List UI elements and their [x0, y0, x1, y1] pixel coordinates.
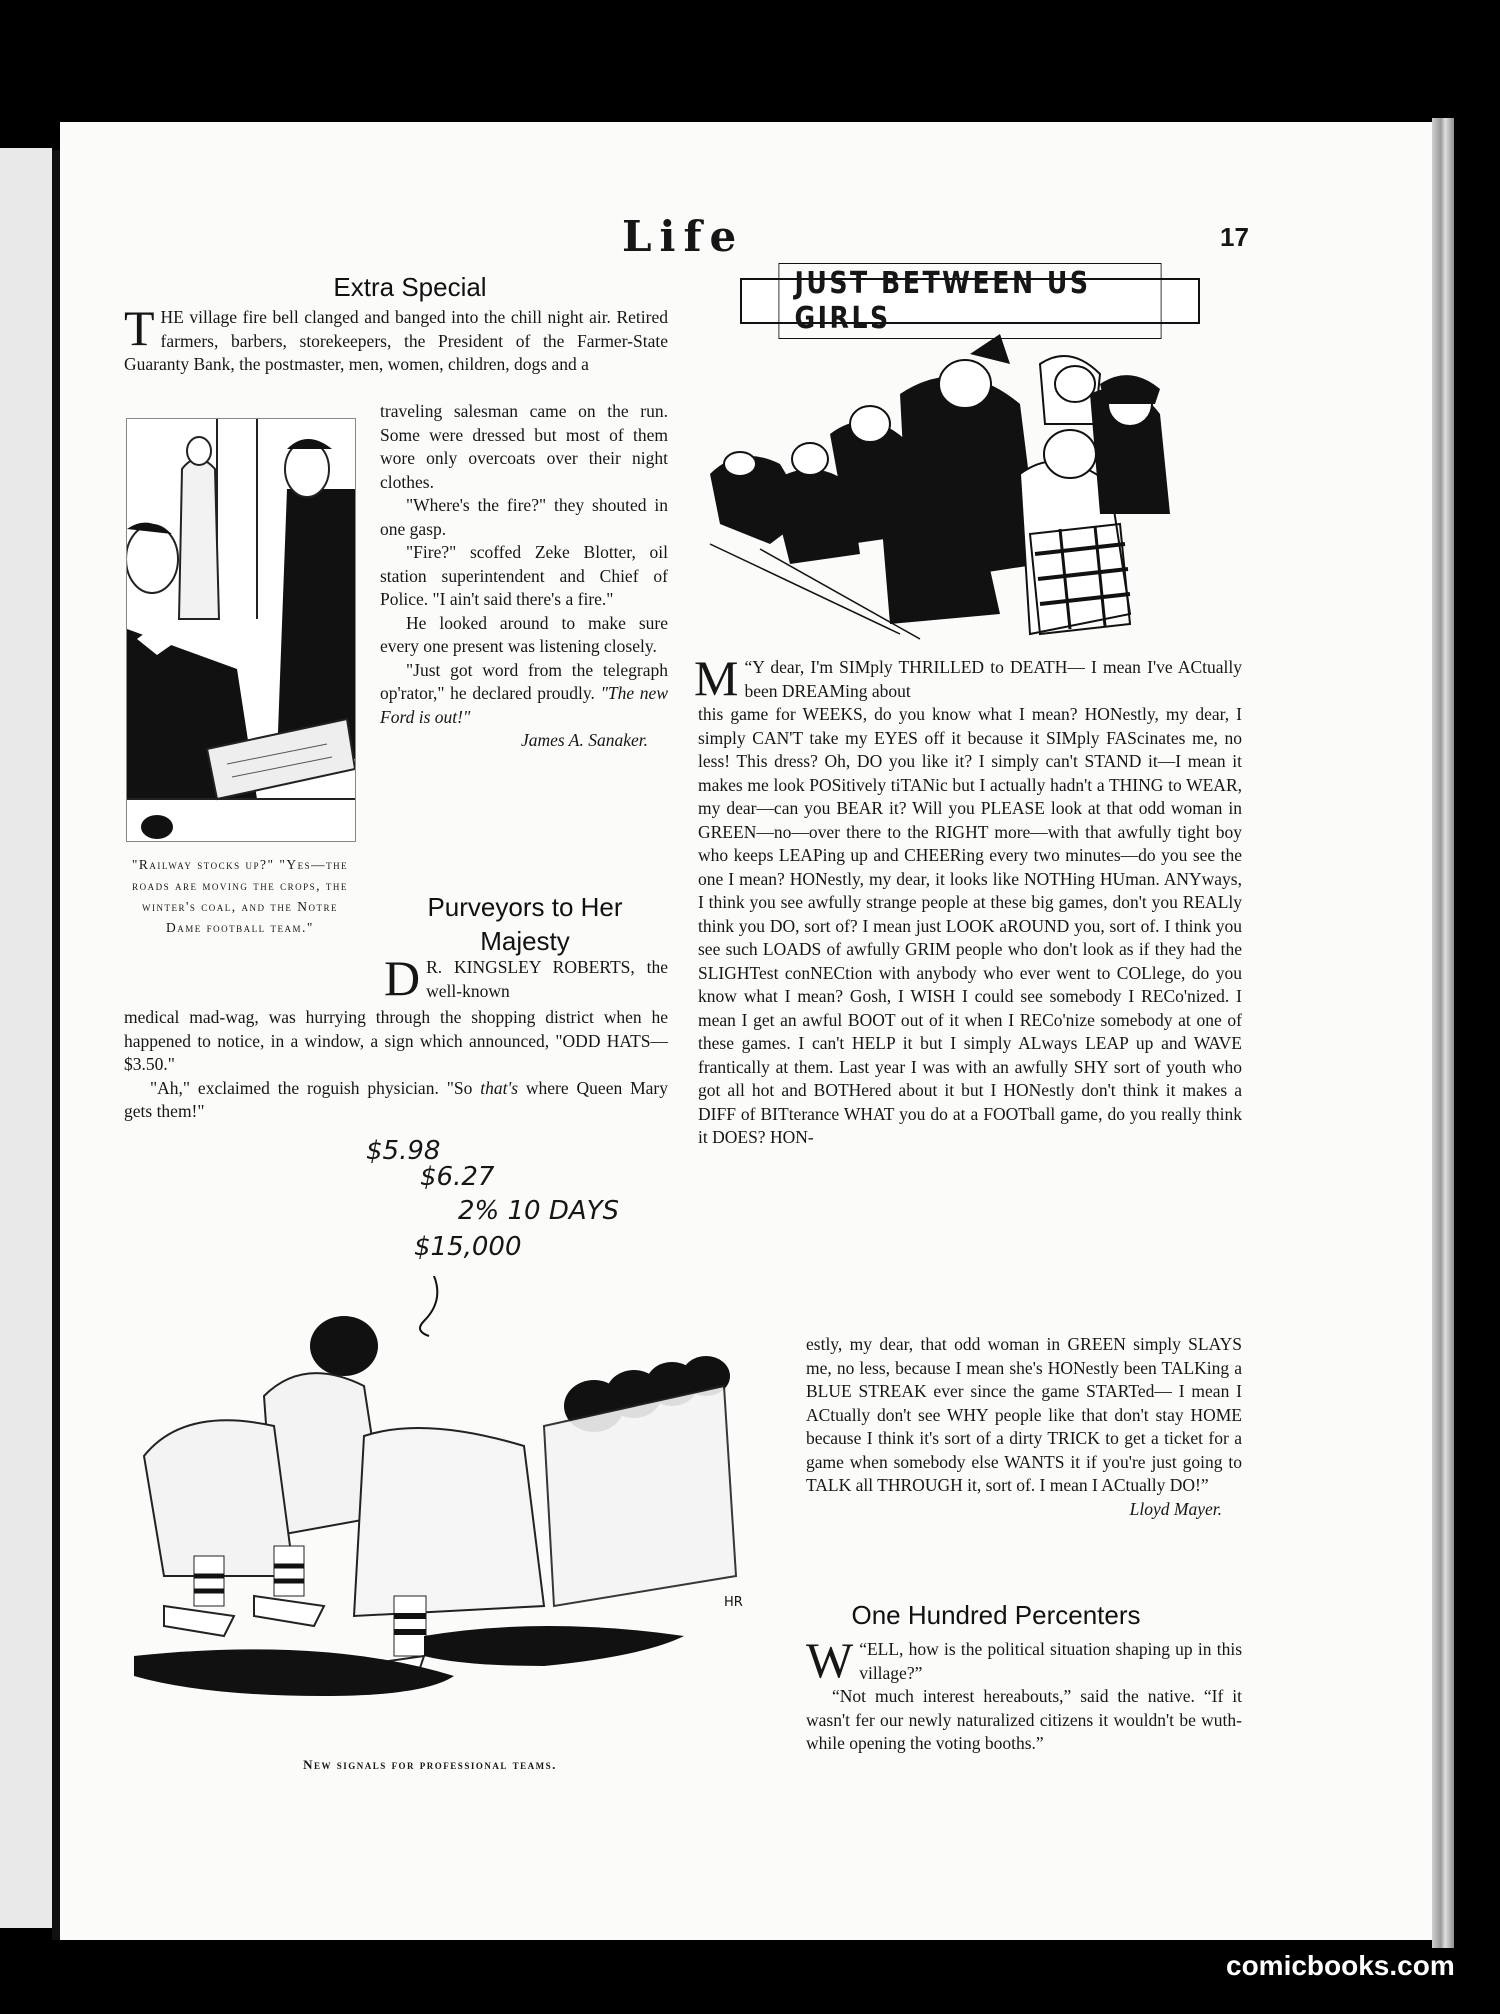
- girls-byline: Lloyd Mayer.: [1129, 1498, 1222, 1519]
- page-number: 17: [1220, 222, 1249, 252]
- girls-continuation: [806, 1333, 1242, 1521]
- extra-special-lead: [124, 300, 668, 377]
- dropcap-m: M: [694, 650, 739, 706]
- girls-body: [698, 703, 1242, 1150]
- svg-text:HR: HR: [724, 1595, 743, 1610]
- source-watermark: comicbooks.com: [1226, 1950, 1455, 1981]
- extra-special-p5a: "Just got word from the telegraph op'rator," he declared proudly.: [380, 659, 668, 703]
- purveyors-body: [124, 1006, 668, 1124]
- extra-special-p5b: "The new Ford is out!": [380, 683, 668, 727]
- football-linemen-illustration: [124, 1276, 776, 1746]
- dropcap-d: D: [384, 950, 421, 1006]
- speech-price-1: $5.98: [366, 1136, 441, 1166]
- girls-cont-text: estly, my dear, that odd woman in GREEN simply SLAYS me, no less, because I mean she's HONestly been TALKing a BLUE STREAK ever since the game STARTed— I mean I ACtually don't see WHY people like that don't stay HOME because I think it's sort of a dirty TRICK to get a ticket for a game when somebody else WANTS it if you're just going to TALK all THROUGH it, sort of. I mean I ACtually DO!”: [806, 1334, 1242, 1495]
- extra-special-p4: He looked around to make sure every one present was listening closely.: [380, 612, 668, 656]
- purveyors-p2b: that's: [480, 1077, 519, 1098]
- dropcap-t: T: [124, 300, 155, 356]
- purveyors-p1: medical mad-wag, was hurrying through the shopping district when he happened to notice, in a window, a sign which announced, "ODD HATS—$3.50.": [124, 1007, 668, 1074]
- crowd-cheering-illustration: [700, 334, 1230, 644]
- girls-body-text: this game for WEEKS, do you know what I mean? HONestly, my dear, I simply CAN'T take my EYES off it because it SIMply FAScinates me, no less! This dress? Oh, DO you like it? I simply can't STAND it—I mean it makes me look POSitively tiTANic but I actually hadn't a THING to WEAR, my dear—can you BEAR it? Will you PLEASE look at that odd woman in GREEN—no—over there to the RIGHT more—with that awfully tight boy who keeps LEAPing up and CHEERing every two minutes—do you see the one I mean? HONestly, my dear, it looks like NOTHing HUman. ANYways, I think you see awfully strange people at these big games, don't you REALly think you DO, sort of? I mean just LOOK aROUND you, sort of. I think you see such LOADS of awfully GRIM people who don't look as if they had the SLIGHTest conNECtion with anybody who ever went to COLlege, do you know what I mean? Gosh, I WISH I could see somebody I RECo'nized. I mean I get an awful BOOT out of it when I RECo'nize somebody at one of these games. I can't HELP it but I simply ALways LEAP up and WAVE frantically at them. Last year I was with an awfully SHY sort of youth who got all hot and BOTHered about it but I HONestly don't think it makes a DIFF of BITterance WHAT you do at a FOOTball game, do you really think it DOES? HON-: [698, 704, 1242, 1147]
- girls-title: JUST BETWEEN US GIRLS: [778, 263, 1161, 339]
- page-stack-edge: [1432, 118, 1454, 1948]
- extra-special-p3: "Fire?" scoffed Zeke Blotter, oil station superintendent and Chief of Police. "I ain't said there's a fire.": [380, 542, 668, 609]
- cartoon-railway-illustration: [126, 418, 356, 842]
- purveyors-lead: [384, 950, 668, 1006]
- football-cartoon-caption: New signals for professional teams.: [303, 1757, 557, 1772]
- purveyors-p2a: "Ah," exclaimed the roguish physician. "So: [150, 1077, 473, 1098]
- percenters-headline: One Hundred Percenters: [851, 1600, 1141, 1630]
- purveyors-headline: Purveyors to Her Majesty: [427, 892, 623, 956]
- percenters-body: [806, 1632, 1242, 1756]
- speech-price-2: $6.27: [420, 1162, 495, 1192]
- railway-cartoon-caption: "Railway stocks up?" "Yes—the roads are moving the crops, the winter's coal, and the Notre Dame football team.": [131, 857, 349, 935]
- left-page-edge: [0, 148, 52, 1928]
- dropcap-w: W: [806, 1632, 854, 1688]
- girls-title-box: [740, 266, 1200, 336]
- speech-price-3: 2% 10 DAYS: [458, 1196, 620, 1226]
- extra-special-byline: James A. Sanaker.: [520, 730, 648, 750]
- purveyors-lead-text: R. KINGSLEY ROBERTS, the well-known: [426, 957, 668, 1001]
- percenters-p2: “Not much interest hereabouts,” said the native. “If it wasn't fer our newly naturalized citizens it wouldn't be wuth-while opening the voting booths.”: [806, 1686, 1242, 1753]
- percenters-lead: “ELL, how is the political situation shaping up in this village?”: [859, 1639, 1242, 1683]
- binding-gutter: [52, 150, 60, 1940]
- extra-special-headline: Extra Special: [333, 272, 487, 302]
- girls-lead-text: “Y dear, I'm SIMply THRILLED to DEATH— I mean I've ACtually been DREAMing about: [744, 657, 1242, 701]
- extra-special-lead-text: HE village fire bell clanged and banged into the chill night air. Retired farmers, barbers, storekeepers, the President of the Farmer-State Guaranty Bank, the postmaster, men, women, children, dogs and a: [124, 307, 668, 374]
- girls-lead: [694, 650, 1242, 706]
- purveyors-p2c: where Queen Mary gets them!": [124, 1077, 669, 1121]
- extra-special-body: [380, 400, 668, 753]
- extra-special-p1: traveling salesman came on the run. Some were dressed but most of them wore only overcoats over their night clothes.: [380, 401, 668, 492]
- extra-special-p2: "Where's the fire?" they shouted in one gasp.: [380, 495, 668, 539]
- masthead: Life: [622, 212, 745, 261]
- speech-price-4: $15,000: [414, 1232, 522, 1262]
